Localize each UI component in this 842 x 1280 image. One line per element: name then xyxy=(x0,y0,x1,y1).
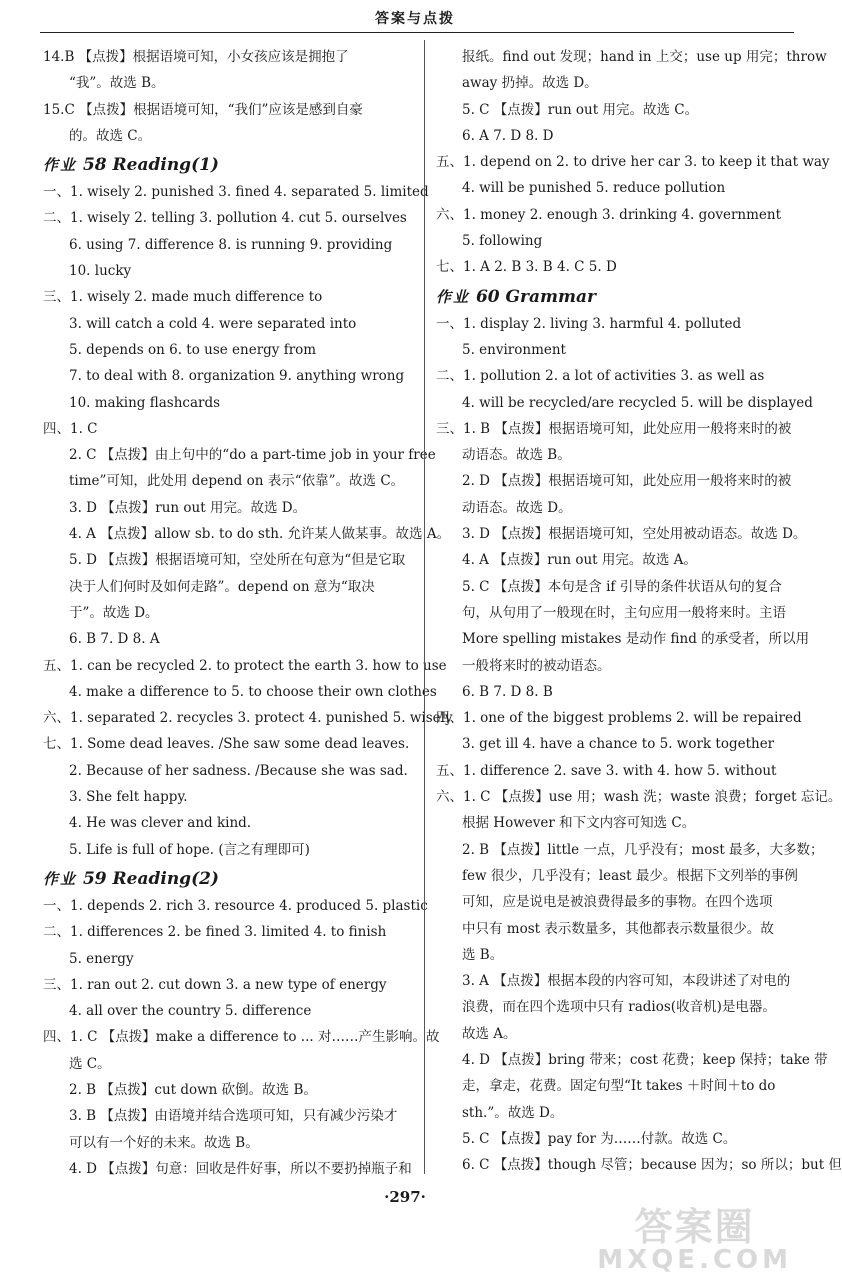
answer-line: 5. depends on 6. to use energy from xyxy=(69,341,317,358)
answer-line: 决于人们何时及如何走路”。depend on 意为“取决 xyxy=(69,578,375,595)
answer-line: 五、1. depend on 2. to drive her car 3. to keep it that way xyxy=(436,154,830,171)
answer-line: 3. A 【点拨】根据本段的内容可知，本段讲述了对电的 xyxy=(462,973,791,990)
answer-line: 4. all over the country 5. difference xyxy=(69,1003,312,1020)
answer-line: 5. energy xyxy=(69,950,134,967)
answer-line: away 扔掉。故选 D。 xyxy=(462,75,598,92)
answer-line: 6. C 【点拨】though 尽管；because 因为；so 所以；but 但 xyxy=(462,1157,842,1174)
answer-line: 5. D 【点拨】根据语境可知，空处所在句意为“但是它取 xyxy=(69,552,406,569)
section-title: 60 Grammar xyxy=(475,286,596,307)
answer-line: time”可知，此处用 depend on 表示“依靠”。故选 C。 xyxy=(69,473,405,490)
answer-line: 二、1. pollution 2. a lot of activities 3. as well as xyxy=(436,368,765,385)
answer-line: 7. to deal with 8. organization 9. anything wrong xyxy=(69,368,405,385)
answer-line: 一般将来时的被动语态。 xyxy=(462,657,611,674)
answer-line: 报纸。find out 发现；hand in 上交；use up 用完；throw xyxy=(462,49,827,65)
answer-line: 2. D 【点拨】根据语境可知，此处应用一般将来时的被 xyxy=(462,473,792,490)
answer-line: 6. A 7. D 8. D xyxy=(462,127,554,144)
answer-line: 10. lucky xyxy=(69,263,132,280)
section-heading xyxy=(43,149,415,179)
answer-line: 二、1. wisely 2. telling 3. pollution 4. cut 5. ourselves xyxy=(43,210,407,227)
answer-line: 三、1. ran out 2. cut down 3. a new type of energy xyxy=(43,976,387,993)
answer-line: 浪费，而在四个选项中只有 radios(收音机)是电器。 xyxy=(462,999,776,1016)
answer-line: 六、1. money 2. enough 3. drinking 4. government xyxy=(436,206,782,223)
answer-line: 10. making flashcards xyxy=(69,394,221,411)
answer-line: 中只有 most 表示数量多，其他都表示数量很少。故 xyxy=(462,920,774,937)
answer-line: 六、1. C 【点拨】use 用；wash 洗；waste 浪费；forget 忘记。 xyxy=(436,789,842,806)
answer-line: 2. C 【点拨】由上句中的“do a part-time job in your free xyxy=(69,447,436,464)
answer-line: 15.C 【点拨】根据语境可知，“我们”应该是感到自豪 xyxy=(43,101,363,118)
answer-line: 句，从句用了一般现在时，主句应用一般将来时。主语 xyxy=(462,604,786,621)
answer-line: 2. B 【点拨】cut down 砍倒。故选 B。 xyxy=(69,1081,317,1098)
watermark-logo xyxy=(597,1205,792,1275)
answer-line: 4. D 【点拨】句意：回收是件好事，所以不要扔掉瓶子和 xyxy=(69,1160,412,1177)
answer-line: 5. C 【点拨】本句是含 if 引导的条件状语从句的复合 xyxy=(462,578,782,595)
answer-line: 六、1. separated 2. recycles 3. protect 4. punished 5. wisely xyxy=(43,710,453,727)
column-divider xyxy=(424,40,425,1174)
answer-line: “我”。故选 B。 xyxy=(69,75,165,92)
answer-line: 故选 A。 xyxy=(462,1025,517,1042)
answer-line: 5. Life is full of hope. (言之有理即可) xyxy=(69,841,310,858)
answer-line: 选 C。 xyxy=(69,1055,111,1072)
answer-line: 4. A 【点拨】run out 用完。故选 A。 xyxy=(462,552,697,569)
answer-line: 3. She felt happy. xyxy=(69,789,188,806)
answer-line: 5. environment xyxy=(462,341,566,358)
answer-line: 5. C 【点拨】run out 用完。故选 C。 xyxy=(462,101,699,118)
answer-line: 4. make a difference to 5. to choose their own clothes xyxy=(69,683,437,700)
answer-line: 选 B。 xyxy=(462,946,504,963)
answer-line: 根据 However 和下文内容可知选 C。 xyxy=(462,815,696,832)
page-number: ·297· xyxy=(384,1188,426,1206)
answer-line: 四、1. C 【点拨】make a difference to ... 对……产生影响。故 xyxy=(43,1029,440,1046)
answer-line: 4. will be recycled/are recycled 5. will be displayed xyxy=(462,394,813,411)
answer-line: 4. A 【点拨】allow sb. to do sth. 允许某人做某事。故选 A。 xyxy=(69,526,451,543)
answer-line: 三、1. wisely 2. made much difference to xyxy=(43,289,323,306)
answer-line: 走，拿走，花费。固定句型“It takes ＋时间＋to do xyxy=(462,1078,776,1095)
answer-line: 3. D 【点拨】根据语境可知，空处用被动语态。故选 D。 xyxy=(462,526,807,543)
header-rule xyxy=(40,32,794,33)
answer-line: 动语态。故选 D。 xyxy=(462,499,572,516)
answer-line: 一、1. depends 2. rich 3. resource 4. produced 5. plastic xyxy=(43,897,428,914)
answer-line: sth.”。故选 D。 xyxy=(462,1104,564,1121)
answer-line: 七、1. Some dead leaves. /She saw some dead leaves. xyxy=(43,736,410,753)
watermark-text: 答案圈 xyxy=(634,1205,755,1249)
answer-line: 四、1. one of the biggest problems 2. will be repaired xyxy=(436,710,802,727)
right-column xyxy=(436,44,842,1178)
answer-line: 五、1. can be recycled 2. to protect the earth 3. how to use xyxy=(43,657,447,674)
answer-line: 一、1. wisely 2. punished 3. fined 4. separated 5. limited xyxy=(43,184,429,201)
answer-line: 三、1. B 【点拨】根据语境可知，此处应用一般将来时的被 xyxy=(436,420,792,437)
answer-line: 可以有一个好的未来。故选 B。 xyxy=(69,1134,259,1151)
answer-line: 可知，应是说电是被浪费得最多的事物。在四个选项 xyxy=(462,894,773,911)
answer-line: 的。故选 C。 xyxy=(69,127,152,144)
section-title: 59 Reading(2) xyxy=(82,868,219,889)
answer-line: 2. B 【点拨】little 一点，几乎没有；most 最多，大多数； xyxy=(462,841,824,858)
answer-line: 5. following xyxy=(462,233,543,250)
answer-line: few 很少，几乎没有；least 最少。根据下文列举的事例 xyxy=(462,867,798,884)
answer-line: 二、1. differences 2. be fined 3. limited 4. to finish xyxy=(43,924,387,941)
answer-line: 4. He was clever and kind. xyxy=(69,815,252,832)
answer-line: 于”。故选 D。 xyxy=(69,604,159,621)
answer-line: 6. B 7. D 8. B xyxy=(462,683,553,700)
answer-line: 6. using 7. difference 8. is running 9. providing xyxy=(69,236,393,253)
answer-line: 3. B 【点拨】由语境并结合选项可知，只有减少污染才 xyxy=(69,1108,398,1125)
answer-line: 3. will catch a cold 4. were separated into xyxy=(69,315,357,332)
section-heading xyxy=(43,863,415,893)
section-label: 作业 xyxy=(43,869,78,888)
answer-line: 2. Because of her sadness. /Because she was sad. xyxy=(69,762,408,779)
answer-line: 五、1. difference 2. save 3. with 4. how 5. without xyxy=(436,762,777,779)
watermark-url: MXQE.COM xyxy=(597,1245,792,1275)
page-header: 答案与点拨 xyxy=(375,11,455,27)
left-column xyxy=(43,44,453,1182)
section-label: 作业 xyxy=(43,156,78,175)
section-label: 作业 xyxy=(436,287,471,306)
answer-line: 4. will be punished 5. reduce pollution xyxy=(462,180,726,197)
section-title: 58 Reading(1) xyxy=(82,155,219,176)
answer-line: 一、1. display 2. living 3. harmful 4. polluted xyxy=(436,315,742,332)
answer-line: 3. get ill 4. have a chance to 5. work together xyxy=(462,736,775,753)
answer-line: 动语态。故选 B。 xyxy=(462,447,571,464)
answer-line: 5. C 【点拨】pay for 为……付款。故选 C。 xyxy=(462,1130,737,1147)
answer-line: 14.B 【点拨】根据语境可知，小女孩应该是拥抱了 xyxy=(43,49,349,65)
answer-line: 七、1. A 2. B 3. B 4. C 5. D xyxy=(436,259,617,276)
section-heading xyxy=(436,281,798,311)
answer-line: More spelling mistakes 是动作 find 的承受者，所以用 xyxy=(462,631,810,648)
answer-line: 4. D 【点拨】bring 带来；cost 花费；keep 保持；take 带 xyxy=(462,1051,828,1068)
answer-line: 四、1. C xyxy=(43,420,98,437)
answer-line: 3. D 【点拨】run out 用完。故选 D。 xyxy=(69,499,307,516)
answer-line: 6. B 7. D 8. A xyxy=(69,631,160,648)
